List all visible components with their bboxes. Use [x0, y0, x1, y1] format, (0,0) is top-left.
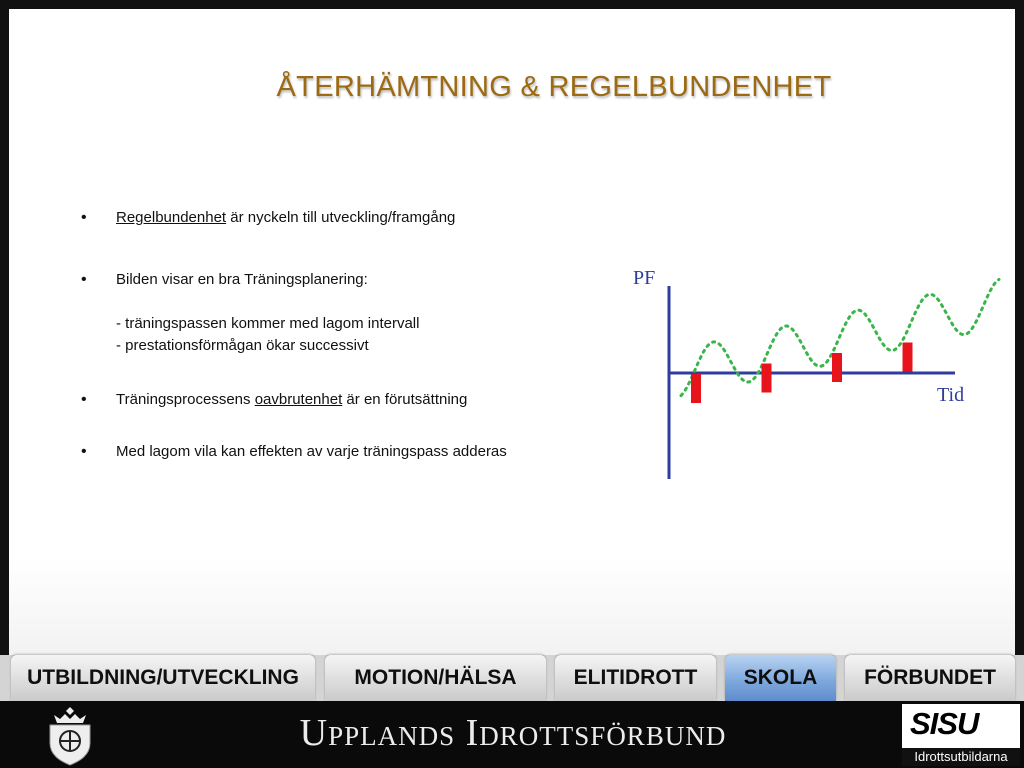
tab-label: SKOLA [743, 666, 818, 689]
footer-banner [0, 701, 1024, 768]
bullet-text: Med lagom vila kan effekten av varje träningspass adderas [116, 443, 507, 460]
tab-label: UTBILDNING/UTVECKLING [27, 666, 299, 689]
tab-elitidrott[interactable] [555, 655, 716, 701]
tab-label: FÖRBUNDET [864, 666, 996, 689]
bullet-text-part: är en förutsättning [342, 391, 468, 408]
tab-skola[interactable] [725, 655, 836, 701]
logo-mark: SISU [910, 706, 979, 741]
bullet-text [116, 389, 467, 411]
bullet-text: - träningspassen kommer med lagom intervall [116, 315, 420, 332]
tab-motion-halsa[interactable] [325, 655, 546, 701]
bullet-marker: • [81, 209, 87, 226]
underlined-keyword: oavbrutenhet [254, 391, 343, 408]
underlined-keyword: Regelbundenhet [116, 209, 227, 226]
tab-utbildning-utveckling[interactable] [11, 655, 315, 701]
bullet-text: - prestationsförmågan ökar successivt [116, 337, 369, 354]
training-session-bar [903, 343, 913, 372]
sisu-logo[interactable] [902, 704, 1020, 766]
logo-subtitle: Idrottsutbildarna [902, 748, 1020, 766]
y-axis-label: PF [633, 267, 656, 289]
training-diagram [621, 234, 1016, 524]
slide-title: ÅTERHÄMTNING & REGELBUNDENHET [276, 71, 832, 103]
tab-label: MOTION/HÄLSA [354, 666, 517, 689]
x-axis-label: Tid [937, 384, 965, 406]
tab-label: ELITIDROTT [573, 666, 698, 689]
bullet-marker: • [81, 443, 87, 460]
training-session-bar [762, 364, 772, 393]
bullet-text-part: Träningsprocessens [116, 391, 255, 408]
slide-canvas [9, 9, 1015, 655]
nav-bar [0, 655, 1024, 701]
bullet-marker: • [81, 391, 87, 408]
organization-name: Upplands Idrottsförbund [299, 712, 727, 754]
bullet-marker: • [81, 271, 87, 288]
crest-icon[interactable] [40, 703, 100, 767]
bullet-text [116, 207, 455, 229]
training-session-bar [691, 374, 701, 403]
tab-forbundet[interactable] [845, 655, 1015, 701]
training-session-bar [832, 353, 842, 382]
bullet-text: Bilden visar en bra Träningsplanering: [116, 271, 368, 288]
bullet-text-part: är nyckeln till utveckling/framgång [226, 209, 456, 226]
